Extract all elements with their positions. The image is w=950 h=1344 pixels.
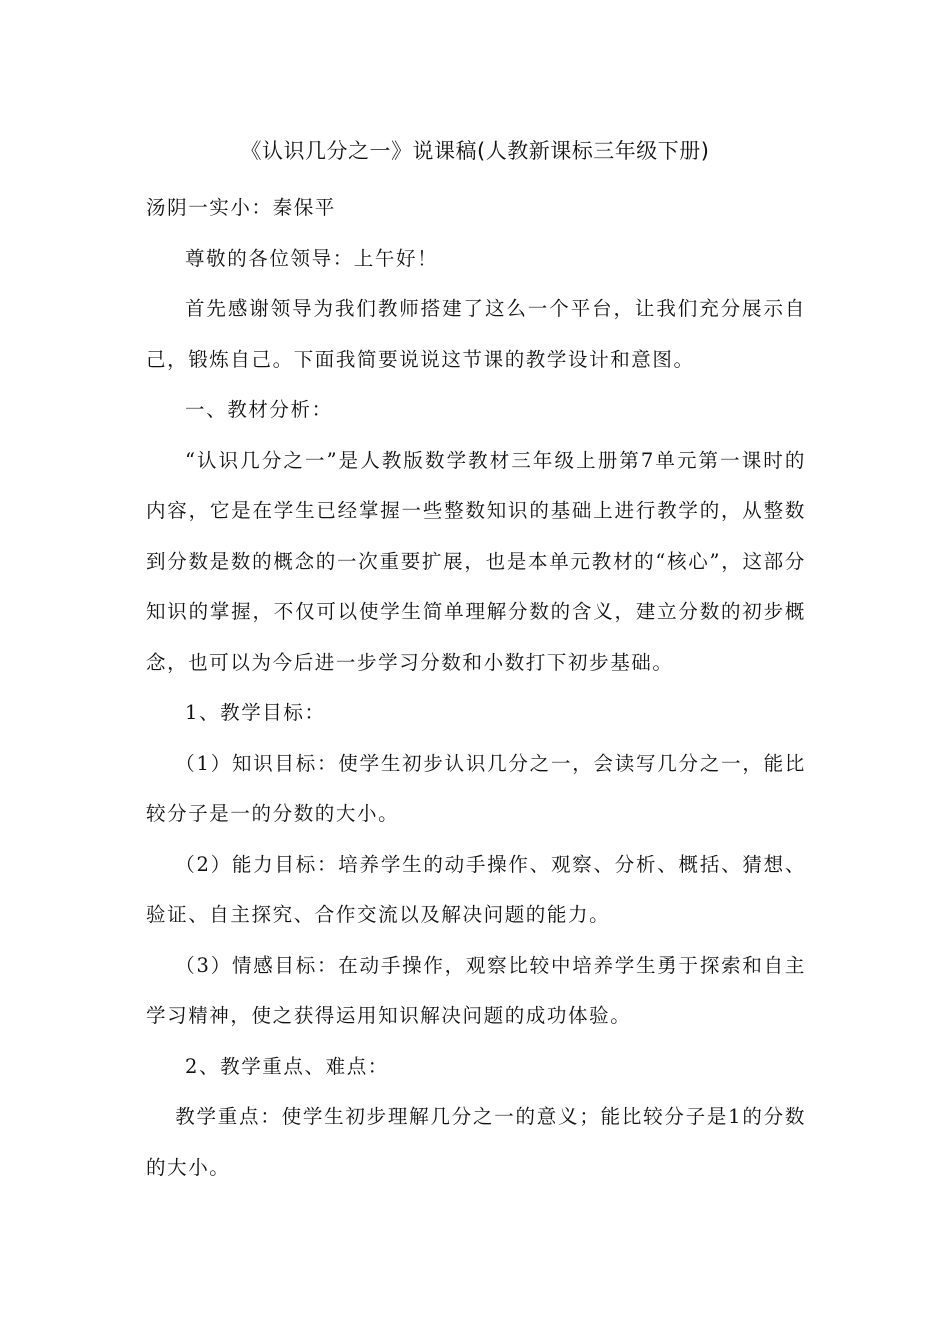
section1-paragraph: “认识几分之一”是人教版数学教材三年级上册第7单元第一课时的内容，它是在学生已经掌握一些整数知识的基础上进行教学的，从整数到分数是数的概念的一次重要扩展，也是本单元教材的“核心”，这部分知识的掌握，不仅可以使学生简单理解分数的含义，建立分数的初步概念，也可以为今后进一步学习分数和小数打下初步基础。 — [146, 448, 806, 674]
greeting-paragraph: 尊敬的各位领导：上午好！ — [185, 246, 439, 270]
goal-ability-paragraph: （2）能力目标：培养学生的动手操作、观察、分析、概括、猜想、验证、自主探究、合作交流以及解决问题的能力。 — [146, 852, 806, 926]
author-line: 汤阴一实小：秦保平 — [146, 196, 336, 219]
key-point-paragraph: 教学重点：使学生初步理解几分之一的意义；能比较分子是1的分数的大小。 — [146, 1105, 806, 1179]
section1-heading: 一、教材分析： — [185, 398, 333, 421]
document-title: 《认识几分之一》说课稿(人教新课标三年级下册) — [240, 139, 710, 163]
document-body — [146, 183, 806, 1193]
intro-paragraph: 首先感谢领导为我们教师搭建了这么一个平台，让我们充分展示自己，锻炼自己。下面我简要说说这节课的教学设计和意图。 — [146, 297, 806, 371]
key-points-heading: 2、教学重点、难点： — [185, 1054, 389, 1078]
goals-heading: 1、教学目标： — [185, 701, 326, 724]
goal-knowledge-paragraph: （1）知识目标：使学生初步认识几分之一，会读写几分之一，能比较分子是一的分数的大小。 — [146, 751, 806, 825]
goal-emotion-paragraph: （3）情感目标：在动手操作，观察比较中培养学生勇于探索和自主学习精神，使之获得运用知识解决问题的成功体验。 — [146, 953, 806, 1027]
